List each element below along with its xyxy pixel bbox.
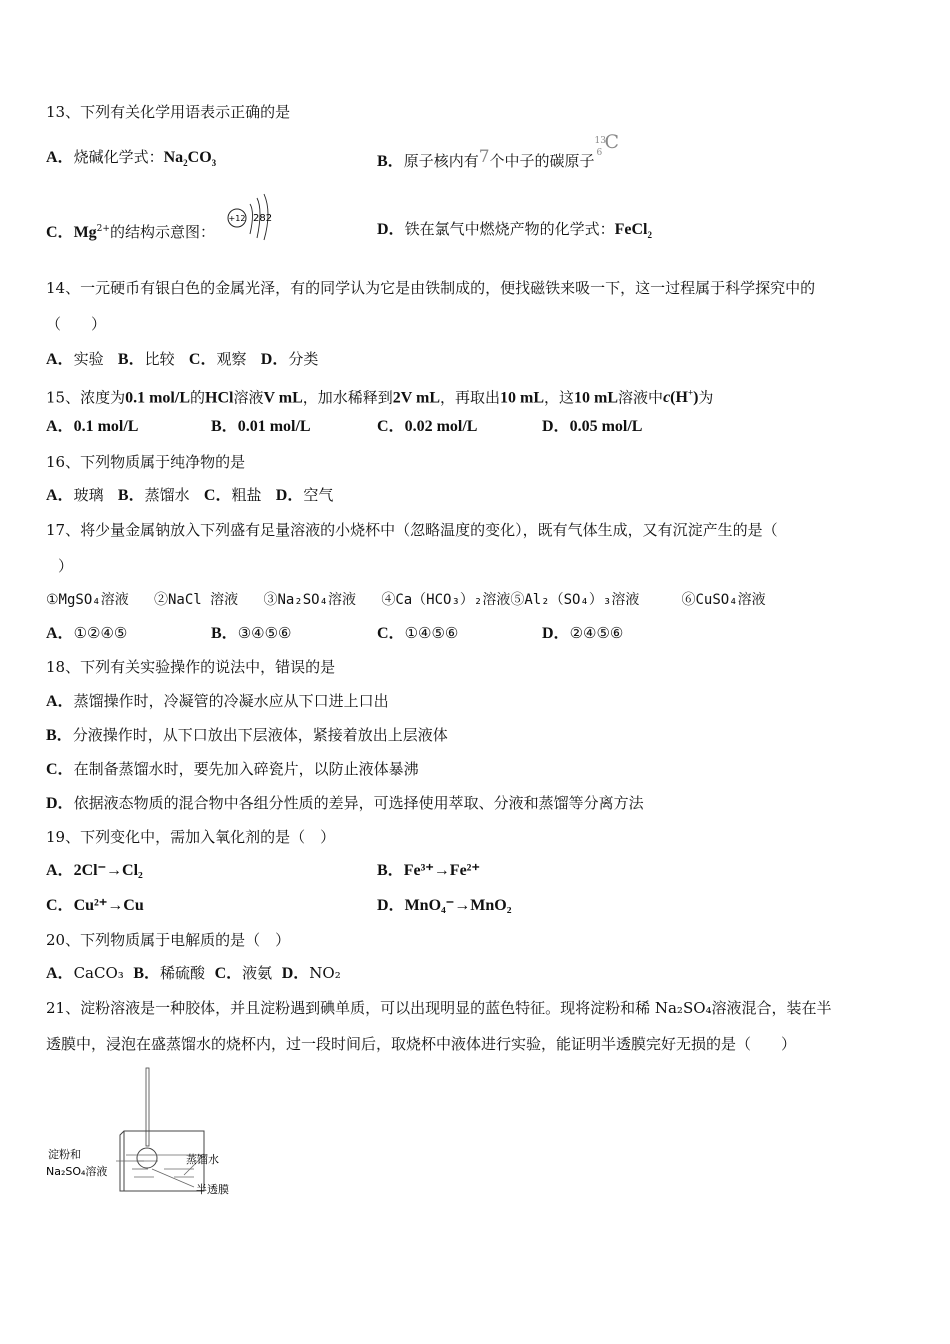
q13-option-c: C．$Mg^{2+}$的结构示意图： [46, 223, 215, 241]
q17-option-b: B．③④⑤⑥ [211, 624, 292, 642]
q17-option-d: D．②④⑤⑥ [542, 624, 624, 642]
q19-option-a: A．2Cl⁻→Cl₂ [46, 862, 143, 879]
q13-option-d: D．铁在氯气中燃烧产物的化学式：FeCl$_2$ [377, 220, 652, 241]
svg-text:蒸馏水: 蒸馏水 [186, 1153, 219, 1166]
q19-option-c: C．Cu²⁺→Cu [46, 897, 144, 914]
q19-option-b: B．Fe³⁺→Fe²⁺ [377, 862, 480, 879]
q13-option-b: B．原子核内有7个中子的碳原子 13 6 C [377, 131, 620, 170]
q13-stem: 13、下列有关化学用语表示正确的是 [46, 103, 291, 121]
q15-option-a: A．0.1 mol/L [46, 418, 139, 435]
q17-stem: 17、将少量金属钠放入下列盛有足量溶液的小烧杯中（忽略温度的变化），既有气体生成，又有沉淀产生的是（ [46, 521, 778, 539]
svg-text:282: 282 [253, 213, 273, 224]
svg-text:淀粉和: 淀粉和 [48, 1148, 81, 1161]
q17-items: ①MgSO₄溶液 ②NaCl 溶液 ③Na₂SO₄溶液 ④Ca（HCO₃）₂溶液⑤Al₂（SO₄）₃溶液 ⑥CuSO₄溶液 [46, 592, 766, 608]
q18-option-d: D．依据液态物质的混合物中各组分性质的差异，可选择使用萃取、分液和蒸馏等分离方法 [46, 794, 644, 812]
q18-stem: 18、下列有关实验操作的说法中，错误的是 [46, 658, 336, 676]
svg-text:半透膜: 半透膜 [196, 1183, 229, 1196]
q20-stem: 20、下列物质属于电解质的是（ ） [46, 931, 291, 949]
q15-option-c: C．0.02 mol/L [377, 418, 478, 435]
q14-blank: （ ） [46, 315, 107, 333]
q15-option-b: B．0.01 mol/L [211, 418, 311, 435]
q16-options: A．玻璃 B．蒸馏水 C．粗盐 D．空气 [46, 486, 334, 504]
svg-text:+12: +12 [228, 214, 246, 223]
q15-option-d: D．0.05 mol/L [542, 418, 643, 435]
q18-option-c: C．在制备蒸馏水时，要先加入碎瓷片，以防止液体暴沸 [46, 760, 419, 778]
q20-options: A．CaCO₃ B．稀硫酸 C．液氨 D．NO₂ [46, 964, 341, 982]
q18-option-b: B．分液操作时，从下口放出下层液体，紧接着放出上层液体 [46, 726, 448, 744]
q17-option-c: C．①④⑤⑥ [377, 624, 459, 642]
q19-stem: 19、下列变化中，需加入氧化剂的是（ ） [46, 828, 336, 846]
dialysis-beaker-figure [44, 1065, 244, 1205]
q21-stem-line2: 透膜中，浸泡在盛蒸馏水的烧杯内，过一段时间后，取烧杯中液体进行实验，能证明半透膜完好无损的是（ ） [46, 1035, 797, 1053]
q17-close: ） [58, 557, 74, 575]
svg-text:Na₂SO₄溶液: Na₂SO₄溶液 [46, 1165, 108, 1178]
q21-stem-line1: 21、淀粉溶液是一种胶体，并且淀粉遇到碘单质，可以出现明显的蓝色特征。现将淀粉和稀 Na₂SO₄溶液混合，装在半 [46, 999, 832, 1017]
q14-stem: 14、一元硬币有银白色的金属光泽，有的同学认为它是由铁制成的，便找磁铁来吸一下，这一过程属于科学探究中的 [46, 279, 816, 297]
q19-option-d: D．MnO₄⁻→MnO₂ [377, 897, 512, 914]
q16-stem: 16、下列物质属于纯净物的是 [46, 453, 246, 471]
q18-option-a: A．蒸馏操作时，冷凝管的冷凝水应从下口进上口出 [46, 692, 389, 710]
mg-ion-structure-diagram [226, 192, 278, 242]
q14-options: A．实验 B．比较 C．观察 D．分类 [46, 350, 319, 368]
q15-stem: 15、浓度为0.1 mol/L的HCl溶液V mL，加水稀释到2V mL，再取出10 mL，这10 mL溶液中c(H+)为 [46, 388, 714, 407]
q13-option-a: A．烧碱化学式：$Na_2CO_3$ [46, 148, 217, 169]
q17-option-a: A．①②④⑤ [46, 624, 128, 642]
